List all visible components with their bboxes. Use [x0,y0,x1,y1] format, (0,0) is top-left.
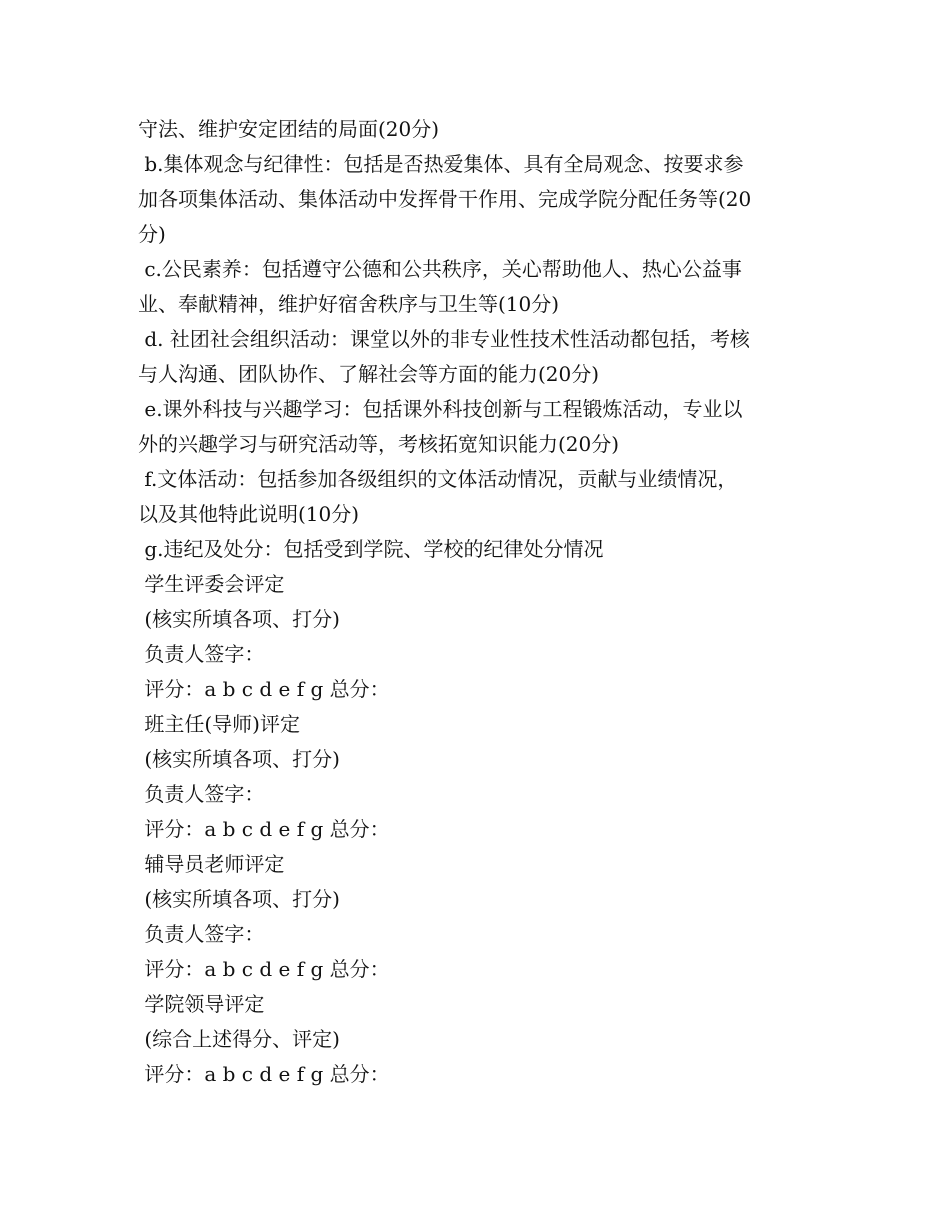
score-line: 评分：a b c d e f g 总分： [138,957,390,981]
text-line: d. 社团社会组织活动：课堂以外的非专业性技术性活动都包括，考核 [138,327,750,351]
signature-line: 负责人签字： [138,782,265,806]
section-note: (核实所填各项、打分) [138,607,340,631]
section-note: (核实所填各项、打分) [138,887,340,911]
section-note: (核实所填各项、打分) [138,747,340,771]
signature-line: 负责人签字： [138,922,265,946]
score-line: 评分：a b c d e f g 总分： [138,677,390,701]
text-line: 外的兴趣学习与研究活动等，考核拓宽知识能力(20分) [138,432,620,456]
section-heading: 班主任(导师)评定 [138,712,300,736]
text-line: f.文体活动：包括参加各级组织的文体活动情况，贡献与业绩情况， [138,467,738,491]
text-line: 与人沟通、团队协作、了解社会等方面的能力(20分) [138,362,600,386]
section-note: (综合上述得分、评定) [138,1027,340,1051]
signature-line: 负责人签字： [138,642,265,666]
text-line: 业、奉献精神，维护好宿舍秩序与卫生等(10分) [138,292,560,316]
text-line: c.公民素养：包括遵守公德和公共秩序，关心帮助他人、热心公益事 [138,257,742,281]
section-heading: 学生评委会评定 [138,572,285,596]
text-line: 分) [138,222,166,246]
score-line: 评分：a b c d e f g 总分： [138,817,390,841]
section-heading: 辅导员老师评定 [138,852,285,876]
text-line: e.课外科技与兴趣学习：包括课外科技创新与工程锻炼活动，专业以 [138,397,743,421]
text-line: g.违纪及处分：包括受到学院、学校的纪律处分情况 [138,537,604,561]
text-line: b.集体观念与纪律性：包括是否热爱集体、具有全局观念、按要求参 [138,152,744,176]
document-body [138,112,814,1092]
text-line: 以及其他特此说明(10分) [138,502,360,526]
text-line: 加各项集体活动、集体活动中发挥骨干作用、完成学院分配任务等(20 [138,187,752,211]
score-line: 评分：a b c d e f g 总分： [138,1062,390,1086]
section-heading: 学院领导评定 [138,992,265,1016]
text-line: 守法、维护安定团结的局面(20分) [138,117,440,141]
